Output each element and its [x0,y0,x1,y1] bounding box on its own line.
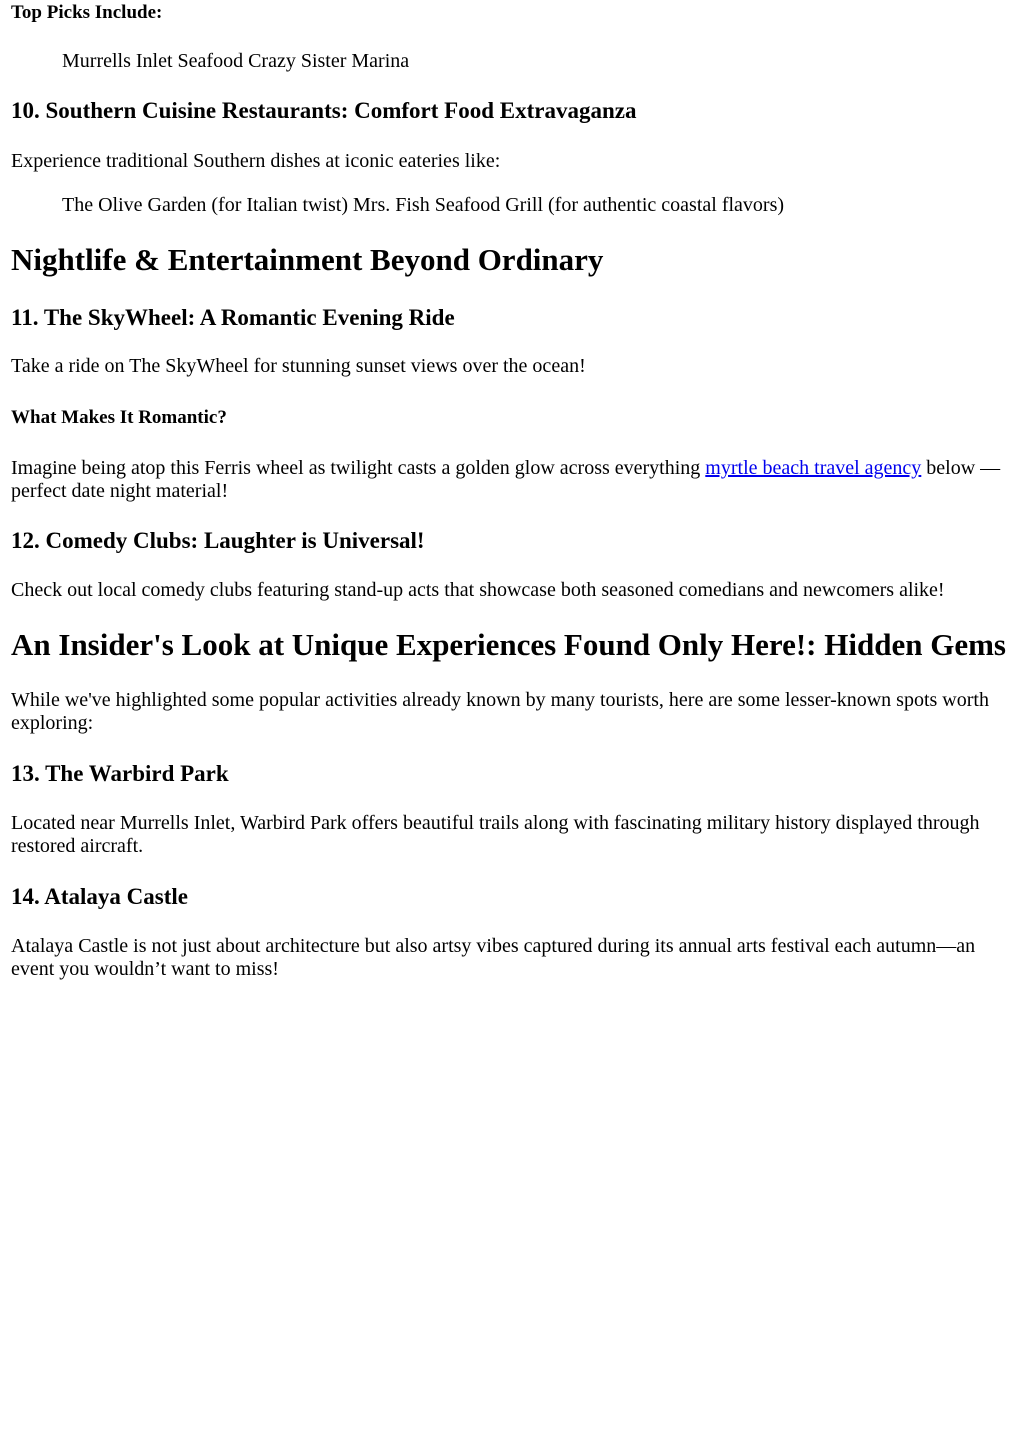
top-picks-heading: Top Picks Include: [11,2,163,23]
romantic-text-before: Imagine being atop this Ferris wheel as twilight casts a golden glow across everything [11,457,706,479]
atalaya-heading: 14. Atalaya Castle [11,884,188,909]
warbird-heading: 13. The Warbird Park [11,761,229,786]
romantic-heading: What Makes It Romantic? [11,407,227,428]
southern-cuisine-intro: Experience traditional Southern dishes at iconic eateries like: [11,150,501,172]
comedy-heading: 12. Comedy Clubs: Laughter is Universal! [11,528,425,553]
travel-agency-link[interactable]: myrtle beach travel agency [705,457,922,479]
warbird-text: Located near Murrells Inlet, Warbird Park offers beautiful trails along with fascinating military history displayed through restored aircraft. [11,812,980,857]
romantic-text [11,457,1014,503]
insider-heading: An Insider's Look at Unique Experiences Found Only Here!: Hidden Gems [11,627,1006,662]
comedy-text: Check out local comedy clubs featuring stand-up acts that showcase both seasoned comedians and newcomers alike! [11,579,945,601]
insider-text: While we've highlighted some popular activities already known by many tourists, here are some lesser-known spots worth exploring: [11,689,989,734]
nightlife-heading: Nightlife & Entertainment Beyond Ordinary [11,242,604,277]
skywheel-heading: 11. The SkyWheel: A Romantic Evening Ride [11,305,455,330]
romantic-text-after: below —perfect date night material! [11,457,1001,502]
skywheel-text: Take a ride on The SkyWheel for stunning sunset views over the ocean! [11,355,586,377]
southern-cuisine-heading: 10. Southern Cuisine Restaurants: Comfort Food Extravaganza [11,98,637,123]
southern-cuisine-list: The Olive Garden (for Italian twist) Mrs. Fish Seafood Grill (for authentic coastal flavors) [62,194,785,216]
atalaya-text: Atalaya Castle is not just about architecture but also artsy vibes captured during its annual arts festival each autumn—an event you wouldn’t want to miss! [11,935,976,980]
top-picks-list: Murrells Inlet Seafood Crazy Sister Marina [62,50,410,72]
